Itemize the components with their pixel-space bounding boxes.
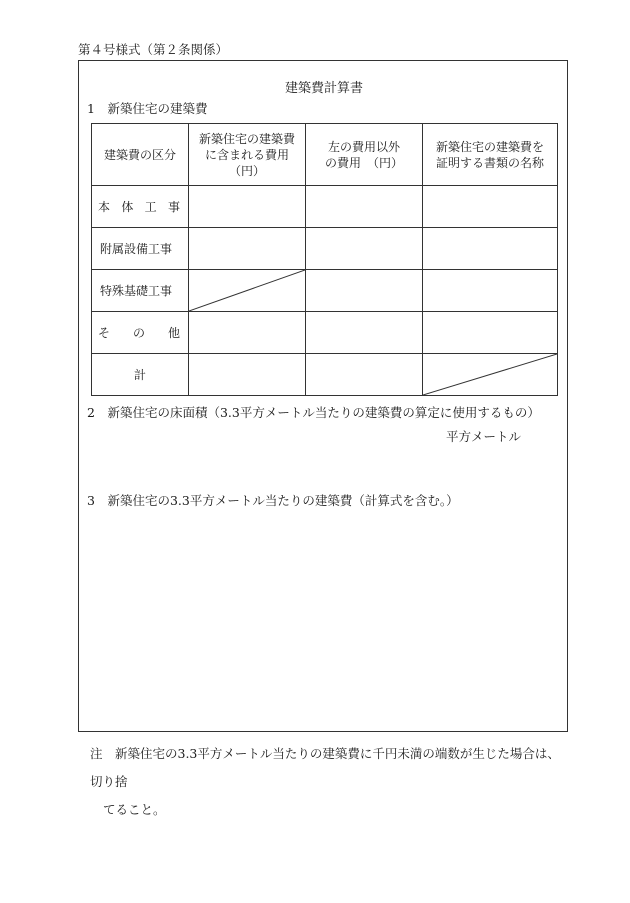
- cell-other-other[interactable]: [306, 312, 423, 354]
- header-other-line1: 左の費用以外: [327, 139, 400, 154]
- table-row: [92, 312, 558, 354]
- cell-annex-docs[interactable]: [423, 228, 558, 270]
- header-other-line2: の費用 （円）: [324, 155, 403, 170]
- cell-other-docs[interactable]: [423, 312, 558, 354]
- cell-foundation-docs[interactable]: [423, 270, 558, 312]
- label-char: の: [132, 326, 145, 340]
- cell-annex-included[interactable]: [189, 228, 306, 270]
- label-char: 体: [121, 200, 134, 214]
- cell-foundation-included-struck: [189, 270, 306, 312]
- table-header-row: [92, 124, 558, 186]
- diagonal-strike: [189, 270, 305, 311]
- table-row: [92, 228, 558, 270]
- footnote: [90, 740, 570, 824]
- cell-main-included[interactable]: [189, 186, 306, 228]
- header-docs-line1: 新築住宅の建築費を: [435, 139, 544, 154]
- cell-main-other[interactable]: [306, 186, 423, 228]
- cost-table: [91, 123, 558, 396]
- section-2-heading: 2 新築住宅の床面積（3.3平方メートル当たりの建築費の算定に使用するもの）: [87, 405, 540, 420]
- cell-total-docs-struck: [423, 354, 558, 396]
- label-char: そ: [98, 326, 111, 340]
- cell-total-included[interactable]: [189, 354, 306, 396]
- row-label-annex-equipment: 附属設備工事: [92, 228, 189, 270]
- header-included-line2: に含まれる費用: [204, 147, 289, 162]
- label-char: 事: [167, 200, 180, 214]
- section-3-heading: 3 新築住宅の3.3平方メートル当たりの建築費（計算式を含む。）: [87, 493, 459, 508]
- table-row: [92, 354, 558, 396]
- header-proof-documents: [423, 124, 558, 186]
- header-included-line3: （円）: [228, 163, 265, 178]
- diagonal-strike: [423, 354, 557, 395]
- document-title: 建築費計算書: [284, 81, 363, 96]
- label-char: 他: [167, 326, 180, 340]
- table-row: [92, 270, 558, 312]
- cell-annex-other[interactable]: [306, 228, 423, 270]
- header-other-costs: [306, 124, 423, 186]
- header-category: 建築費の区分: [92, 124, 189, 186]
- footnote-line1: 注 新築住宅の3.3平方メートル当たりの建築費に千円未満の端数が生じた場合は、切り捨: [90, 746, 560, 789]
- header-included-line1: 新築住宅の建築費: [198, 131, 295, 146]
- row-label-total: 計: [92, 354, 189, 396]
- section-1-heading: 1 新築住宅の建築費: [87, 101, 208, 116]
- row-label-other: [92, 312, 189, 354]
- floor-area-unit: 平方メートル: [445, 429, 521, 444]
- cell-total-other[interactable]: [306, 354, 423, 396]
- label-char: 本: [98, 200, 111, 214]
- label-char: 工: [144, 200, 157, 214]
- cell-main-docs[interactable]: [423, 186, 558, 228]
- header-docs-line2: 証明する書類の名称: [435, 155, 544, 170]
- form-frame: [78, 60, 568, 732]
- cell-foundation-other[interactable]: [306, 270, 423, 312]
- footnote-line2: てること。: [103, 802, 166, 817]
- row-label-special-foundation: 特殊基礎工事: [92, 270, 189, 312]
- header-included-costs: [189, 124, 306, 186]
- row-label-main-construction: [92, 186, 189, 228]
- table-row: [92, 186, 558, 228]
- form-number: 第４号様式（第２条関係）: [78, 42, 229, 57]
- cell-other-included[interactable]: [189, 312, 306, 354]
